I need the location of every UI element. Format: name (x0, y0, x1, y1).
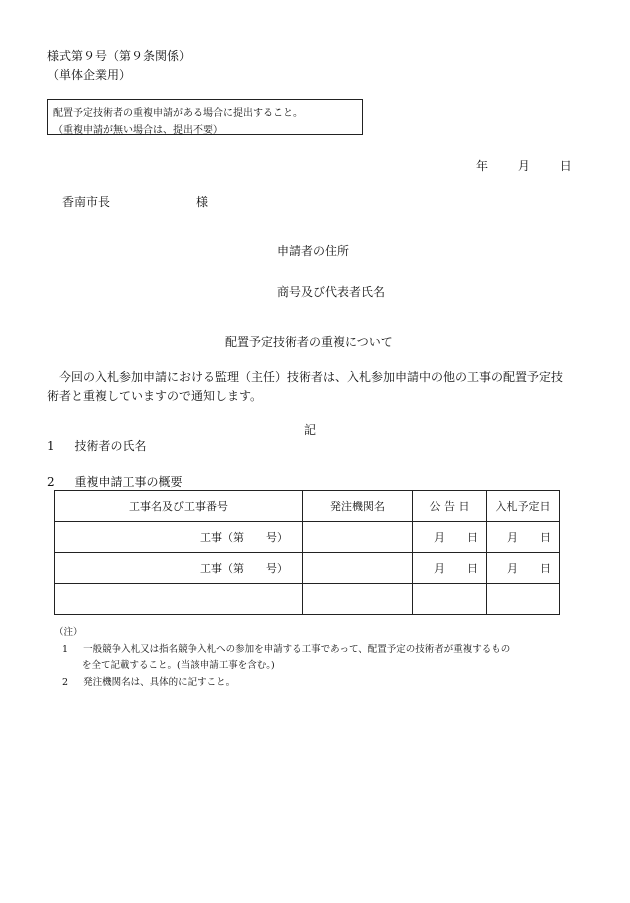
row-bid-date[interactable] (487, 584, 560, 615)
notice-line-1: 配置予定技術者の重複申請がある場合に提出すること。 (53, 108, 303, 119)
section-1-label: 技術者の氏名 (74, 439, 147, 453)
table-header-pub-date: 公 告 日 (413, 491, 487, 522)
document-title: 配置予定技術者の重複について (225, 335, 393, 349)
row-bid-date[interactable] (487, 553, 560, 584)
note-2-line-1: 発注機関名は、具体的に記すこと。 (83, 677, 236, 688)
row-project-name[interactable]: 工事（第 号） (55, 522, 303, 553)
ki-mark: 記 (304, 423, 317, 437)
table-row (55, 553, 560, 584)
body-text: 今回の入札参加申請における監理（主任）技術者は、入札参加申請中の他の工事の配置予定技術者と重複していますので通知します。 (47, 370, 564, 403)
date-day: 日 (559, 159, 572, 173)
table-header-row (55, 491, 560, 522)
date-year: 年 (476, 159, 489, 173)
table-row (55, 584, 560, 615)
pub-month: 月 (434, 562, 445, 575)
row-agency[interactable] (303, 553, 413, 584)
table-header-name: 工事名及び工事番号 (55, 491, 303, 522)
note-2-number: 2 (62, 677, 69, 688)
date-row (476, 157, 572, 174)
table-row (55, 522, 560, 553)
pub-month: 月 (434, 531, 445, 544)
table-header-agency: 発注機関名 (303, 491, 413, 522)
section-1 (47, 437, 146, 454)
addressee-honorific: 様 (196, 195, 209, 209)
note-1-number: 1 (62, 644, 69, 655)
note-1-line-2: を全て記載すること。(当該申請工事を含む。) (82, 660, 275, 671)
pub-day: 日 (467, 562, 478, 575)
row-agency[interactable] (303, 522, 413, 553)
section-2 (47, 473, 182, 490)
row-bid-date[interactable] (487, 522, 560, 553)
note-1-line-1: 一般競争入札又は指名競争入札への参加を申請する工事であって、配置予定の技術者が重複するもの (83, 644, 511, 655)
bid-month: 月 (507, 562, 518, 575)
applicant-address-label: 申請者の住所 (277, 244, 350, 258)
note-2 (62, 674, 235, 688)
row-pub-date[interactable] (413, 584, 487, 615)
row-project-name[interactable] (55, 584, 303, 615)
row-pub-date[interactable] (413, 522, 487, 553)
section-2-label: 重複申請工事の概要 (74, 475, 183, 489)
applicant-name-label: 商号及び代表者氏名 (277, 285, 386, 299)
notice-line-2: （重複申請が無い場合は、提出不要） (53, 125, 223, 136)
notes-heading: （注） (54, 627, 83, 638)
bid-day: 日 (540, 562, 551, 575)
note-1 (62, 641, 510, 655)
section-2-number: 2 (47, 475, 55, 489)
pub-day: 日 (467, 531, 478, 544)
section-1-number: 1 (47, 439, 55, 453)
bid-month: 月 (507, 531, 518, 544)
form-number: 様式第９号（第９条関係） (47, 49, 192, 63)
row-agency[interactable] (303, 584, 413, 615)
form-type: （単体企業用） (47, 68, 132, 82)
row-project-name[interactable]: 工事（第 号） (55, 553, 303, 584)
table-header-bid-date: 入札予定日 (487, 491, 560, 522)
date-month: 月 (517, 159, 530, 173)
bid-day: 日 (540, 531, 551, 544)
overview-table (54, 490, 560, 615)
addressee-name: 香南市長 (62, 195, 111, 209)
notice-box (47, 99, 363, 135)
row-pub-date[interactable] (413, 553, 487, 584)
